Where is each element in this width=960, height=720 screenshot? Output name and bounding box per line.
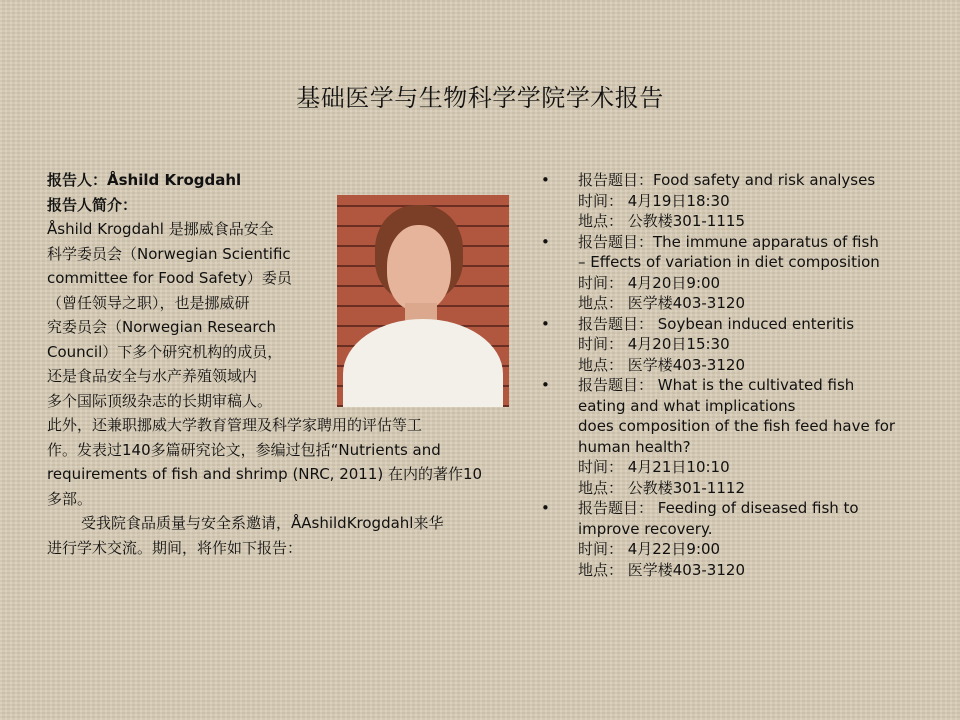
speaker-intro-label: 报告人简介： bbox=[47, 195, 138, 214]
bullet-icon: • bbox=[541, 171, 550, 189]
talk-place: 地点： 公教楼301-1112 bbox=[578, 478, 745, 497]
photo-shirt bbox=[343, 319, 503, 407]
bio-line: 作。发表过140多篇研究论文，参编过包括“Nutrients and bbox=[47, 440, 441, 459]
invite-line: 进行学术交流。期间，将作如下报告： bbox=[47, 538, 303, 557]
talk-topic: 报告题目：The immune apparatus of fish bbox=[578, 232, 879, 251]
talk-time: 时间： 4月20日15:30 bbox=[578, 335, 730, 353]
bio-line: （曾任领导之职），也是挪威研 bbox=[47, 293, 250, 312]
talk-place: 地点： 医学楼403-3120 bbox=[578, 294, 745, 312]
talk-time: 时间： 4月20日9:00 bbox=[578, 273, 721, 292]
bio-line: 还是食品安全与水产养殖领域内 bbox=[47, 367, 258, 385]
bio-line: Council）下多个研究机构的成员， bbox=[47, 342, 283, 361]
bio-line: Åshild Krogdahl 是挪威食品安全 bbox=[47, 220, 274, 238]
talk-item bbox=[541, 232, 921, 314]
talk-time: 时间： 4月19日18:30 bbox=[578, 191, 730, 210]
talk-item bbox=[541, 314, 921, 376]
invite-line: 受我院食品质量与安全系邀请，ÅAshildKrogdahl来华 bbox=[81, 514, 444, 532]
speaker-line: 报告人：Åshild Krogdahl bbox=[47, 171, 242, 189]
talk-item bbox=[541, 170, 921, 232]
talk-time: 时间： 4月22日9:00 bbox=[578, 540, 721, 558]
talk-topic: improve recovery. bbox=[578, 519, 713, 538]
bullet-icon: • bbox=[541, 232, 550, 251]
talk-topic: 报告题目： What is the cultivated fish bbox=[578, 376, 855, 394]
talk-place: 地点： 医学楼403-3120 bbox=[578, 355, 745, 374]
page-title: 基础医学与生物科学学院学术报告 bbox=[296, 84, 664, 112]
talk-place: 地点： 医学楼403-3120 bbox=[578, 560, 745, 579]
bio-line: 此外，还兼职挪威大学教育管理及科学家聘用的评估等工 bbox=[47, 416, 423, 434]
talk-topic: human health? bbox=[578, 437, 691, 456]
talk-item bbox=[541, 375, 921, 498]
talk-item bbox=[541, 498, 921, 580]
talk-topic: 报告题目： Soybean induced enteritis bbox=[578, 314, 855, 333]
talk-topic: – Effects of variation in diet composition bbox=[578, 253, 880, 271]
bullet-icon: • bbox=[541, 314, 550, 333]
bio-line: 究委员会（Norwegian Research bbox=[47, 318, 277, 336]
bio-line: committee for Food Safety）委员 bbox=[47, 269, 292, 287]
talk-topic: eating and what implications bbox=[578, 396, 796, 415]
bullet-icon: • bbox=[541, 376, 550, 394]
talk-time: 时间： 4月21日10:10 bbox=[578, 458, 730, 476]
bullet-icon: • bbox=[541, 499, 550, 517]
talk-topic: 报告题目： Feeding of diseased fish to bbox=[578, 499, 859, 517]
talk-list bbox=[541, 170, 921, 580]
speaker-photo bbox=[337, 195, 509, 407]
talk-place: 地点： 公教楼301-1115 bbox=[578, 212, 745, 230]
bio-line: 多部。 bbox=[47, 489, 93, 508]
bio-line: requirements of fish and shrimp (NRC, 2011) 在内的著作10 bbox=[47, 465, 483, 483]
photo-face bbox=[387, 225, 451, 311]
talk-topic: 报告题目：Food safety and risk analyses bbox=[578, 171, 876, 189]
talk-topic: does composition of the fish feed have for bbox=[578, 417, 896, 435]
bio-line: 多个国际顶级杂志的长期审稿人。 bbox=[47, 391, 273, 410]
bio-line: 科学委员会（Norwegian Scientific bbox=[47, 244, 291, 263]
